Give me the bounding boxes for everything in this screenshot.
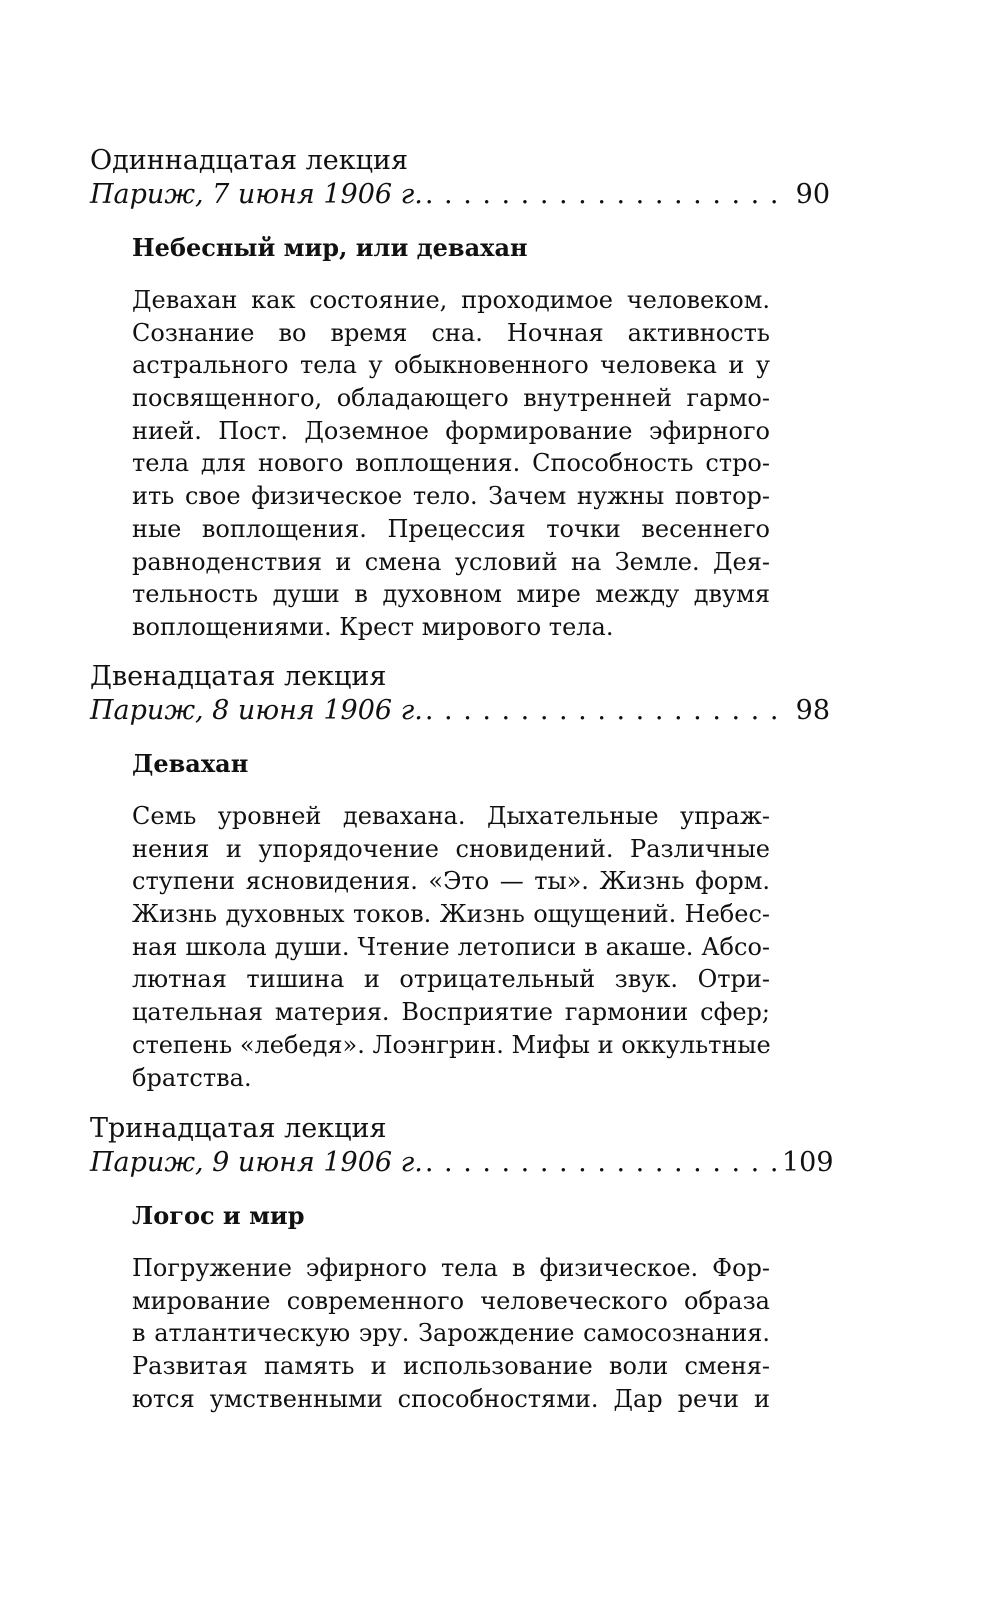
summary-line: Семь уровней девахана. Дыхательные упраж-	[132, 802, 770, 830]
summary-line: мирование современного человеческого образа	[132, 1286, 770, 1315]
summary-line: ная школа души. Чтение летописи в акаше. Абсо-	[132, 932, 770, 961]
summary-line: воплощениями. Крест мирового тела.	[132, 612, 614, 641]
lecture-place-date: Париж, 8 июня 1906 г.	[90, 695, 423, 726]
lecture-heading: Логос и мир	[132, 1201, 305, 1230]
dot-leader	[425, 694, 776, 728]
page-number: 90	[795, 179, 830, 210]
lecture-heading: Девахан	[132, 749, 249, 778]
lecture-place-date: Париж, 7 июня 1906 г.	[90, 179, 423, 210]
summary-line: ить свое физическое тело. Зачем нужны повтор-	[132, 482, 770, 511]
summary-line: лютная тишина и отрицательный звук. Отри-	[132, 965, 770, 994]
dot-leader	[425, 178, 776, 212]
lecture-summary	[132, 284, 770, 644]
lecture-title: Двенадцатая лекция	[90, 661, 387, 692]
lecture-place-date: Париж, 9 июня 1906 г.	[90, 1147, 423, 1178]
lecture-entry	[90, 144, 830, 644]
summary-line: Девахан как состояние, проходимое человеком.	[132, 286, 770, 314]
summary-line: степень «лебедя». Лоэнгрин. Мифы и оккультные	[132, 1030, 771, 1059]
summary-line: ступени ясновидения. «Это — ты». Жизнь форм.	[132, 867, 770, 896]
summary-line: посвященного, обладающего внутренней гармо-	[132, 384, 770, 413]
summary-line: тельность души в духовном мире между двумя	[132, 580, 770, 609]
lecture-entry	[90, 660, 830, 1094]
page-number: 98	[795, 695, 830, 726]
summary-line: Погружение эфирного тела в физическое. Фор-	[132, 1254, 770, 1282]
dot-leader	[425, 1146, 776, 1180]
toc-entry-line[interactable]	[90, 694, 830, 728]
summary-line: Сознание во время сна. Ночная активность	[132, 318, 770, 347]
lecture-title: Тринадцатая лекция	[90, 1113, 387, 1144]
summary-line: ные воплощения. Прецессия точки весеннего	[132, 514, 770, 543]
summary-line: равноденствия и смена условий на Земле. Дея-	[132, 547, 770, 576]
summary-line: тела для нового воплощения. Способность стро-	[132, 449, 770, 478]
summary-line: в атлантическую эру. Зарождение самосознания.	[132, 1319, 770, 1348]
lecture-title: Одиннадцатая лекция	[90, 145, 408, 176]
toc-entry-line[interactable]	[90, 1146, 834, 1180]
summary-line: Жизнь духовных токов. Жизнь ощущений. Небес-	[132, 900, 770, 929]
summary-line: цательная материя. Восприятие гармонии сфер;	[132, 998, 770, 1027]
page-number: 109	[782, 1147, 834, 1178]
summary-line: ются умственными способностями. Дар речи и	[132, 1384, 770, 1413]
summary-line: Развитая память и использование воли сменя-	[132, 1352, 770, 1381]
lecture-heading: Небесный мир, или девахан	[132, 233, 528, 262]
summary-line: нения и упорядочение сновидений. Различные	[132, 834, 770, 863]
summary-line: братства.	[132, 1063, 252, 1092]
lecture-summary	[132, 1252, 770, 1415]
lecture-entry	[90, 1112, 834, 1415]
toc-entry-line[interactable]	[90, 178, 830, 212]
summary-line: нией. Пост. Доземное формирование эфирного	[132, 416, 770, 445]
summary-line: астрального тела у обыкновенного человека и у	[132, 351, 770, 380]
lecture-summary	[132, 800, 770, 1094]
